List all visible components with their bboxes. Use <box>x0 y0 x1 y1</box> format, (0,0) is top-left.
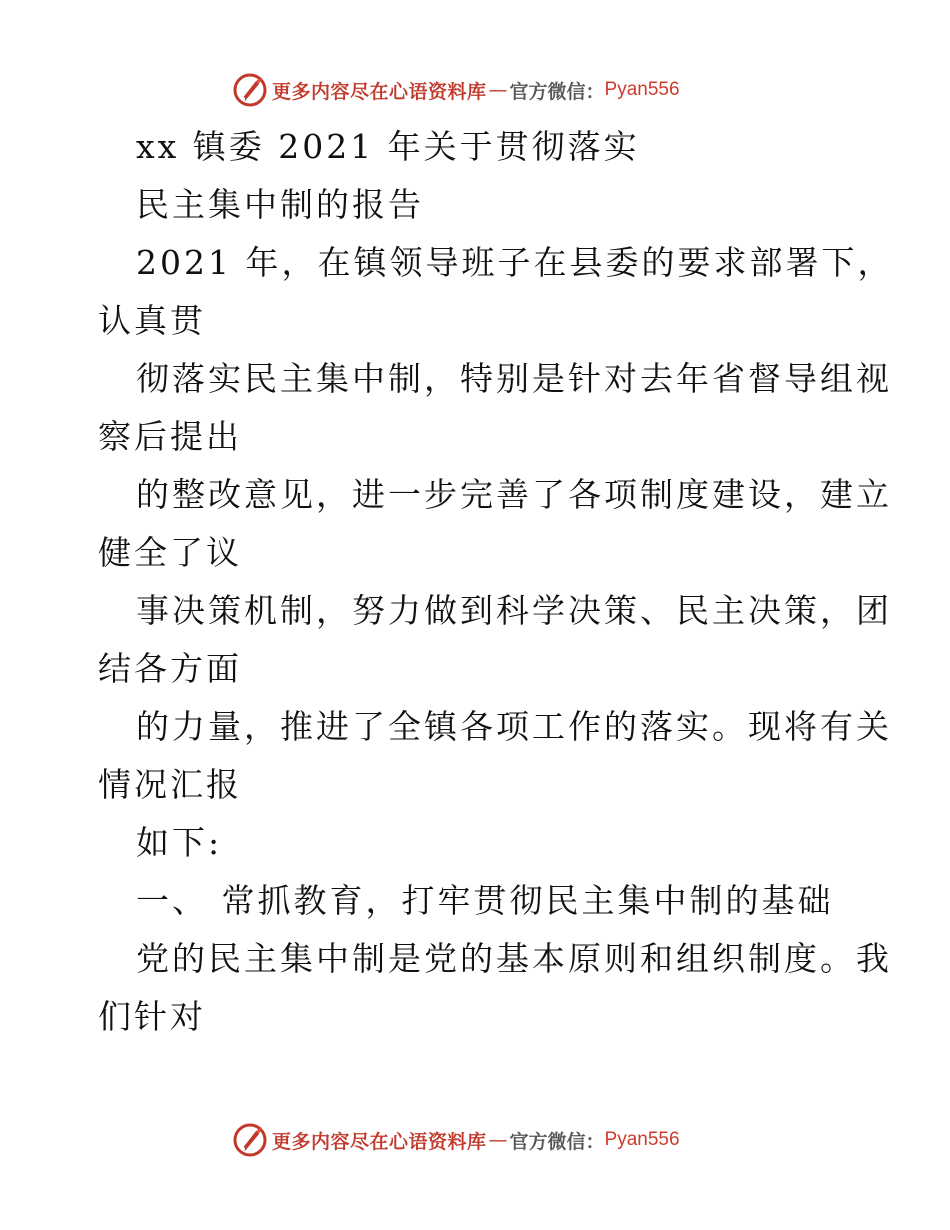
text-line: 的整改意见，进一步完善了各项制度建设，建立 <box>136 475 892 514</box>
text-line: 事决策机制，努力做到科学决策、民主决策，团 <box>136 591 892 630</box>
text-line: 如下: <box>136 823 223 862</box>
text-line: 们针对 <box>98 997 206 1036</box>
text-line: xx 镇委 2021 年关于贯彻落实 <box>136 127 640 166</box>
text-line: 情况汇报 <box>98 765 242 804</box>
watermark-label: 官方微信： <box>509 1130 605 1153</box>
footer-watermark <box>232 1122 680 1158</box>
text-line: 一、 常抓教育，打牢贯彻民主集中制的基础 <box>136 881 834 920</box>
watermark-wechat-id: Pyan556 <box>604 79 680 100</box>
text-line: 健全了议 <box>98 533 242 572</box>
text-line: 党的民主集中制是党的基本原则和组织制度。我 <box>136 939 892 978</box>
watermark-label: 官方微信： <box>509 80 605 103</box>
text-line: 彻落实民主集中制，特别是针对去年省督导组视 <box>136 359 892 398</box>
watermark-text: 更多内容尽在心语资料库 <box>272 1130 487 1153</box>
document-body <box>98 118 894 1046</box>
text-line: 认真贯 <box>98 301 206 340</box>
quill-logo-icon <box>232 1122 268 1158</box>
watermark-dash: — <box>488 1129 508 1151</box>
quill-logo-icon <box>232 72 268 108</box>
text-line: 结各方面 <box>98 649 242 688</box>
header-watermark <box>232 72 680 108</box>
text-line: 2021 年，在镇领导班子在县委的要求部署下， <box>136 243 894 282</box>
watermark-dash: — <box>488 79 508 101</box>
watermark-wechat-id: Pyan556 <box>604 1129 680 1150</box>
text-line: 民主集中制的报告 <box>136 185 424 224</box>
text-line: 察后提出 <box>98 417 242 456</box>
text-line: 的力量，推进了全镇各项工作的落实。现将有关 <box>136 707 892 746</box>
watermark-text: 更多内容尽在心语资料库 <box>272 80 487 103</box>
